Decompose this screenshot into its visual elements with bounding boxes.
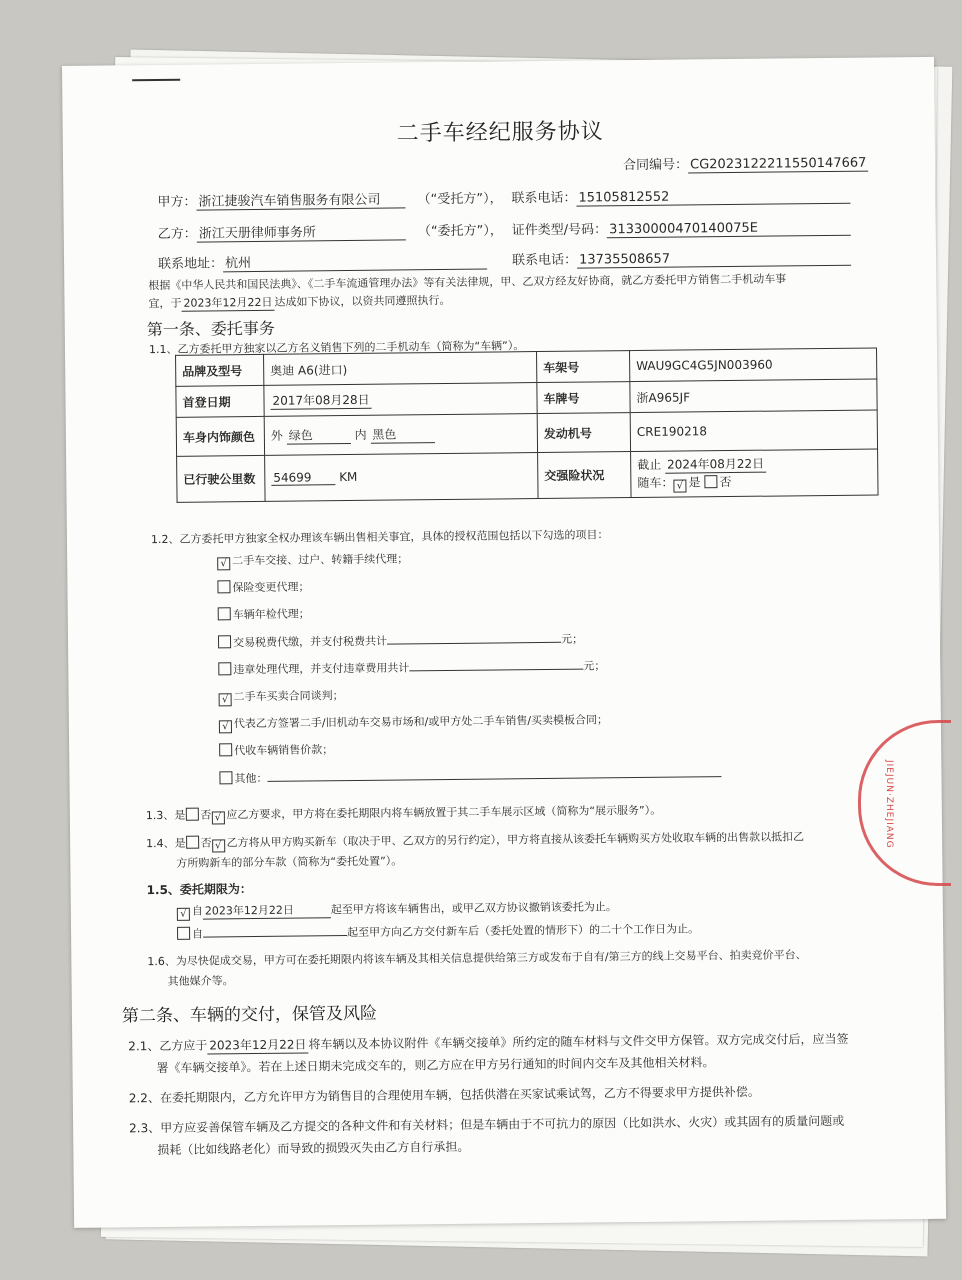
clause-1-3 bbox=[146, 802, 662, 825]
auth-item-3-text: 车辆年检代理； bbox=[232, 607, 310, 622]
auth-item-6-text: 二手车买卖合同谈判； bbox=[233, 689, 344, 704]
auth-item-8-text: 代收车辆销售价款； bbox=[234, 743, 334, 758]
clause-1-5: 1.5、委托期限为： bbox=[146, 882, 252, 898]
clause-2-1-prefix: 2.1、乙方应于 bbox=[128, 1038, 208, 1054]
party-b-id bbox=[512, 216, 852, 240]
auth-item-5 bbox=[218, 656, 605, 677]
contract-number-label: 合同编号： bbox=[622, 157, 689, 174]
term-option-1-date: 2023年12月22日 bbox=[203, 901, 331, 919]
mileage-value: 54699 bbox=[271, 470, 335, 486]
term-option-2 bbox=[177, 919, 699, 941]
term-option-2-from: 自 bbox=[192, 927, 204, 941]
clause-1-4 bbox=[146, 828, 804, 853]
auth-checkbox-7[interactable]: √ bbox=[219, 720, 232, 733]
checkbox-no[interactable] bbox=[704, 475, 717, 488]
fine-amount-blank[interactable] bbox=[409, 657, 583, 672]
term-option-1 bbox=[177, 898, 617, 921]
insurance-label: 交强险状况 bbox=[538, 452, 631, 499]
color-outer-label: 外 bbox=[270, 428, 283, 443]
party-a-line bbox=[157, 187, 502, 211]
clause-1-3-text: 应乙方要求，甲方将在委托期限内将车辆放置于其二手车展示区域（简称为“展示服务”）。 bbox=[226, 803, 662, 822]
mileage-label: 已行驶公里数 bbox=[177, 455, 265, 502]
plate-label: 车牌号 bbox=[537, 382, 630, 414]
plate-value: 浙A965JF bbox=[630, 379, 877, 413]
auth-item-1 bbox=[217, 550, 408, 570]
color-inner-value: 黑色 bbox=[370, 425, 434, 444]
party-b-name: 浙江天册律师事务所 bbox=[197, 220, 406, 242]
mileage-cell bbox=[265, 453, 538, 502]
insurance-with-car-label: 随车： bbox=[637, 475, 674, 490]
contract-number-value: CG2023122211550147667 bbox=[688, 156, 868, 174]
seal-text: JIEJUN·ZHEJIANG bbox=[884, 760, 894, 849]
vin-label: 车架号 bbox=[537, 351, 630, 383]
auth-item-8 bbox=[219, 741, 333, 758]
address-value: 杭州 bbox=[223, 250, 487, 273]
clause-2-1-text: 将车辆以及本协议附件《车辆交接单》所约定的随车材料与文件交甲方保管。双方完成交付后，应当签 bbox=[308, 1031, 849, 1052]
party-a-phone bbox=[511, 184, 850, 208]
auth-checkbox-9[interactable] bbox=[219, 771, 232, 784]
contract-page bbox=[62, 57, 946, 1228]
auth-item-7-text: 代表乙方签署二手/旧机动车交易市场和/或甲方处二手车销售/买卖模板合同； bbox=[233, 713, 609, 731]
clause-1-4-text: 乙方将从甲方购买新车（取决于甲、乙双方的另行约定），甲方将直接从该委托车辆购买方处收取车辆的出售款以抵扣乙 bbox=[226, 830, 805, 850]
brand-label: 品牌及型号 bbox=[176, 354, 264, 386]
other-blank[interactable] bbox=[267, 764, 721, 782]
auth-checkbox-4[interactable] bbox=[218, 635, 231, 648]
clause-1-4-no-box[interactable]: √ bbox=[212, 839, 225, 852]
address-label: 联系地址： bbox=[158, 256, 224, 273]
party-b-role: （“委托方”）， bbox=[417, 223, 503, 240]
clause-1-1: 1.1、乙方委托甲方独家以乙方名义销售下列的二手机动车（简称为“车辆”）。 bbox=[148, 339, 525, 357]
brand-value: 奥迪 A6(进口) bbox=[264, 352, 537, 386]
vehicle-table bbox=[175, 347, 879, 502]
article-1-heading: 第一条、委托事务 bbox=[146, 318, 275, 340]
auth-item-4 bbox=[218, 630, 583, 651]
clause-1-4-no-label: 否 bbox=[200, 836, 212, 850]
preamble-suffix: 达成如下协议，以资共同遵照执行。 bbox=[274, 293, 451, 309]
insurance-yes-label: 是 bbox=[688, 475, 701, 490]
term-checkbox-1[interactable]: √ bbox=[177, 908, 190, 921]
auth-item-9 bbox=[219, 764, 721, 786]
auth-checkbox-6[interactable]: √ bbox=[219, 693, 232, 706]
address-phone-value: 13735508657 bbox=[577, 250, 851, 269]
reg-date-value: 2017年08月28日 bbox=[270, 391, 371, 410]
clause-2-1-date: 2023年12月22日 bbox=[207, 1035, 308, 1054]
auth-item-1-text: 二手车交接、过户、转籍手续代理； bbox=[232, 552, 409, 568]
party-b-label: 乙方： bbox=[157, 226, 197, 243]
party-a-name: 浙江捷骏汽车销售服务有限公司 bbox=[196, 188, 405, 210]
document-title: 二手车经纪服务协议 bbox=[396, 119, 604, 147]
article-2-heading: 第二条、车辆的交付，保管及风险 bbox=[121, 1003, 378, 1027]
contract-number bbox=[623, 152, 869, 175]
term-checkbox-2[interactable] bbox=[177, 927, 190, 940]
auth-item-2-text: 保险变更代理； bbox=[232, 580, 310, 595]
auth-item-6 bbox=[219, 687, 344, 706]
auth-item-5-text: 违章处理代理，并支付违章费用共计 bbox=[233, 661, 410, 677]
clause-1-3-no-box[interactable]: √ bbox=[211, 811, 224, 824]
clause-1-3-yes-label: 1.3、是 bbox=[145, 808, 186, 823]
engine-label: 发动机号 bbox=[537, 413, 630, 453]
address-phone bbox=[512, 246, 851, 270]
reg-date-label: 首登日期 bbox=[176, 385, 264, 417]
auth-checkbox-1[interactable]: √ bbox=[217, 557, 230, 570]
vin-value: WAU9GC4G5JN003960 bbox=[630, 348, 877, 382]
auth-item-2 bbox=[217, 578, 309, 595]
auth-item-9-text: 其他： bbox=[234, 771, 268, 786]
color-outer-value: 绿色 bbox=[287, 426, 351, 445]
reg-date-cell bbox=[264, 383, 537, 417]
party-b-id-value: 31330000470140075E bbox=[607, 220, 851, 239]
clause-2-3: 2.3、甲方应妥善保管车辆及乙方提交的各种文件和有关材料；但是车辆由于不可抗力的原因（比如洪水、火灾）或其固有的质量问题或 bbox=[129, 1113, 845, 1136]
party-a-role: （“受托方”）， bbox=[417, 191, 503, 208]
insurance-until-label: 截止 bbox=[637, 457, 662, 472]
party-a-phone-value: 15105812552 bbox=[576, 188, 850, 207]
clause-2-1-cont: 署《车辆交接单》。若在上述日期未完成交车的，则乙方应在甲方另行通知的时间内交车及其他相关材料。 bbox=[156, 1055, 715, 1076]
auth-item-7 bbox=[219, 711, 608, 733]
party-a-phone-label: 联系电话： bbox=[511, 190, 577, 207]
clause-2-2: 2.2、在委托期限内，乙方允许甲方为销售目的合理使用车辆，包括供潜在买家试乘试驾，乙方不得要求甲方提供补偿。 bbox=[128, 1084, 760, 1106]
term-option-2-text: 起至甲方向乙方交付新车后（委托处置的情形下）的二十个工作日为止。 bbox=[347, 922, 700, 940]
auth-item-4-text: 交易税费代缴，并支付税费共计 bbox=[232, 634, 388, 650]
tax-amount-blank[interactable] bbox=[387, 630, 561, 645]
clause-1-3-no-label: 否 bbox=[200, 808, 212, 822]
preamble-line-1: 根据《中华人民共和国民法典》、《二手车流通管理办法》等有关法律规，甲、乙双方经友好协商，就乙方委托甲方销售二手机动车事 bbox=[148, 272, 787, 293]
auth-checkbox-5[interactable] bbox=[218, 662, 231, 675]
color-cell bbox=[264, 414, 537, 456]
preamble-line-2 bbox=[148, 292, 450, 312]
term-option-1-text: 起至甲方将该车辆售出，或甲乙双方协议撤销该委托为止。 bbox=[330, 900, 617, 917]
clause-1-6-cont: 其他媒介等。 bbox=[167, 974, 234, 988]
address-phone-label: 联系电话： bbox=[511, 252, 578, 269]
clause-1-6: 1.6、为尽快促成交易，甲方可在委托期限内将该车辆及其相关信息提供给第三方或发布于自有/第三方的线上交易平台、拍卖竞价平台、 bbox=[147, 948, 807, 969]
auth-item-4-unit: 元； bbox=[560, 632, 584, 646]
table-row bbox=[177, 449, 878, 502]
clause-2-3-cont: 损耗（比如线路老化）而导致的损毁灭失由乙方自行承担。 bbox=[157, 1139, 470, 1158]
preamble-prefix: 宜，于 bbox=[148, 296, 182, 311]
insurance-cell bbox=[631, 449, 878, 498]
clause-1-4-cont: 方所购新车的部分车款（简称为“委托处置”）。 bbox=[176, 854, 403, 870]
term-option-1-from: 自 bbox=[191, 904, 203, 918]
clause-1-4-yes-box[interactable] bbox=[186, 836, 199, 849]
auth-item-3 bbox=[218, 605, 310, 622]
color-inner-label: 内 bbox=[354, 427, 367, 442]
auth-item-5-unit: 元； bbox=[583, 659, 606, 673]
auth-checkbox-2[interactable] bbox=[217, 580, 230, 593]
party-a-label: 甲方： bbox=[157, 194, 197, 211]
clause-1-3-yes-box[interactable] bbox=[185, 808, 198, 821]
clause-1-2: 1.2、乙方委托甲方独家全权办理该车辆出售相关事宜，具体的授权范围包括以下勾选的项目： bbox=[150, 528, 609, 547]
auth-checkbox-3[interactable] bbox=[218, 607, 231, 620]
address-line bbox=[158, 250, 487, 273]
insurance-with-car bbox=[637, 472, 871, 493]
checkbox-yes[interactable]: √ bbox=[673, 479, 686, 492]
insurance-no-label: 否 bbox=[719, 475, 732, 490]
term-option-2-date[interactable] bbox=[203, 923, 347, 938]
insurance-until-value: 2024年08月22日 bbox=[665, 455, 766, 474]
engine-value: CRE190218 bbox=[630, 410, 877, 452]
preamble-date: 2023年12月22日 bbox=[181, 294, 274, 312]
mileage-unit: KM bbox=[339, 469, 358, 485]
color-label: 车身内饰颜色 bbox=[176, 416, 264, 456]
clause-1-4-yes-label: 1.4、是 bbox=[146, 836, 186, 851]
top-mark bbox=[132, 79, 180, 82]
party-b-line bbox=[158, 219, 503, 243]
auth-checkbox-8[interactable] bbox=[219, 743, 232, 756]
party-b-id-label: 证件类型/号码： bbox=[511, 222, 608, 239]
clause-2-1 bbox=[128, 1030, 848, 1056]
